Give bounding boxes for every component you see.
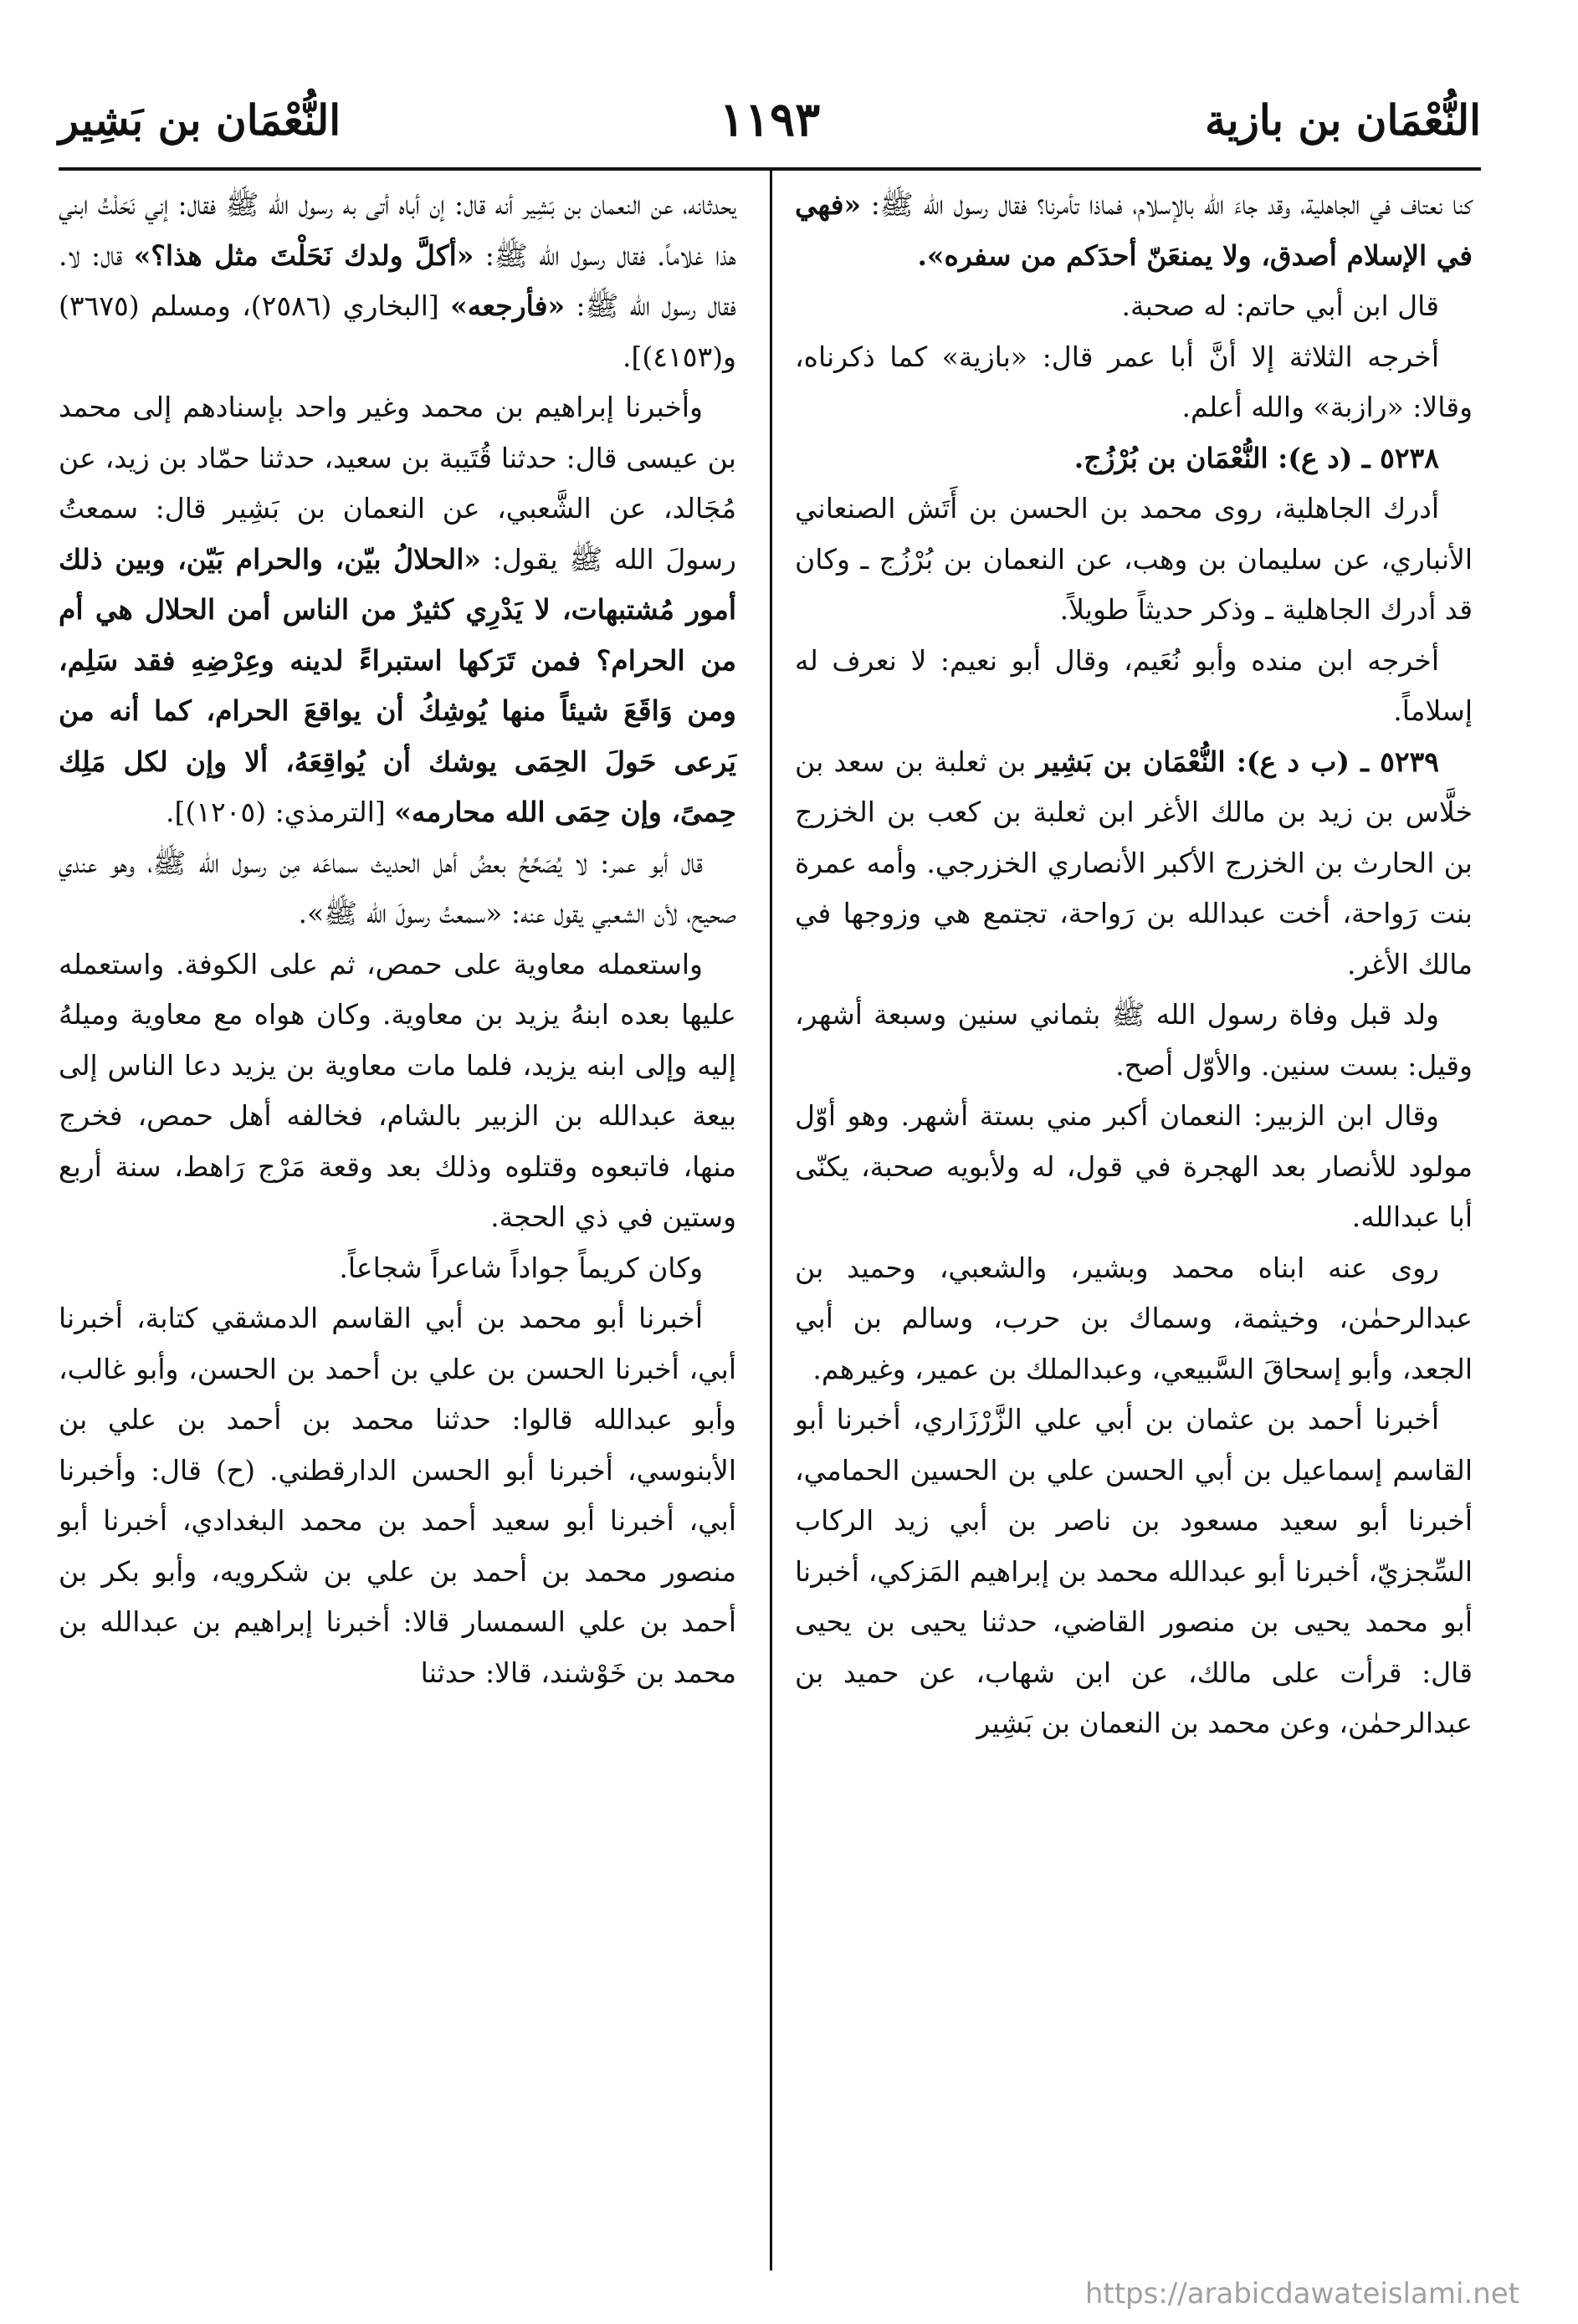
paragraph: وقال ابن الزبير: النعمان أكبر مني بستة أشهر. وهو أوّل مولود للأنصار بعد الهجرة في قول، له ولأبويه صحبة، يكنّى أبا عبدالله. — [795, 1099, 1473, 1233]
entry-5239 — [795, 737, 1473, 991]
text: كنا نعتاف في الجاهلية، وقد جاءَ الله بالإسلام، فماذا تأمرنا؟ فقال رسول الله ﷺ: — [861, 188, 1473, 221]
entry-heading-5238: ٥٢٣٨ ـ (د ع): النُّعْمَان بن بُرْزُج. — [1073, 441, 1439, 474]
hadith-quote: «الحلالُ بيّن، والحرام بَيّن، وبين ذلك أمور مُشتبهات، لا يَدْرِي كثيرٌ من الناس أمن الحلال هي أم من الحرام؟ فمن تَرَكها استبراءً لدينه وعِرْضِهِ فقد سَلِم، ومن وَاقَعَ شيئاً منها يُوشِكُ أن يواقعَ الحرام، كما أنه من يَرعى حَولَ الحِمَى يوشك أن يُواقِعَهُ، ألا وإن لكل مَلِك حِمىً، وإن حِمَى الله محارمه» — [59, 542, 736, 828]
paragraph — [795, 180, 1473, 281]
paragraph: أدرك الجاهلية، روى محمد بن الحسن بن أَتَش الصنعاني الأنباري، عن سليمان بن وهب، عن النعمان بن بُرْزُج ـ وكان قد أدرك الجاهلية ـ وذكر حديثاً طويلاً. — [795, 492, 1473, 626]
watermark-url: https://arabicdawateislami.net — [1084, 2277, 1519, 2311]
running-title-right: النُّعْمَان بن بازية — [1204, 95, 1481, 145]
page-number: ١١٩٣ — [719, 92, 821, 147]
right-column — [795, 180, 1473, 1749]
hadith-quote: «فأرجعه» — [450, 289, 566, 322]
paragraph: ولد قبل وفاة رسول الله ﷺ بثماني سنين وسبعة أشهر، وقيل: بست سنين. والأوّل أصح. — [795, 998, 1473, 1082]
paragraph — [59, 180, 736, 382]
citation: [الترمذي: (١٢٠٥)]. — [166, 796, 395, 828]
paragraph: قال ابن أبي حاتم: له صحبة. — [1121, 289, 1439, 322]
paragraph: واستعمله معاوية على حمص، ثم على الكوفة. واستعمله عليها بعده ابنهُ يزيد بن معاوية. وكان هواه مع معاوية وميلهُ إليه وإلى ابنه يزيد، فلما مات معاوية بن يزيد دعا الناس إلى بيعة عبدالله بن الزبير بالشام، فخالفه أهل حمص، فخرج منها، فاتبعوه وقتلوه وذلك بعد وقعة مَرْج رَاهط، سنة أربع وستين في ذي الحجة. — [59, 947, 736, 1233]
column-divider — [770, 171, 772, 2270]
paragraph: وكان كريماً جواداً شاعراً شجاعاً. — [339, 1251, 703, 1284]
paragraph: قال أبو عمر: لا يُصَحِّحُ بعضُ أهل الحديث سماعَه مِن رسول الله ﷺ، وهو عندي صحيح، لأن الشعبي يقول عنه: «سمعتُ رسولَ الله ﷺ». — [59, 846, 736, 929]
hadith-quote: «فهي في الإسلام أصدق، ولا يمنعَنّ أحدَكم من سفره». — [795, 188, 1473, 272]
paragraph: أخبرنا أبو محمد بن أبي القاسم الدمشقي كتابة، أخبرنا أبي، أخبرنا الحسن بن علي بن أحمد بن الحسن، وأبو غالب، وأبو عبدالله قالوا: حدثنا محمد بن أحمد بن علي بن الأبنوسي، أخبرنا أبو الحسن الدارقطني. (ح) قال: وأخبرنا أبي، أخبرنا أبو سعيد أحمد بن محمد البغدادي، أخبرنا أبو منصور محمد بن أحمد بن علي بن شكرويه، وأبو بكر بن أحمد بن علي السمسار قالا: أخبرنا إبراهيم بن عبدالله بن محمد بن خَوْشند، قالا: حدثنا — [59, 1302, 736, 1689]
page-header — [59, 84, 1481, 159]
hadith-quote: «أكلَّ ولدك نَحَلْتَ مثل هذا؟» — [133, 238, 474, 272]
paragraph: أخرجه الثلاثة إلا أنَّ أبا عمر قال: «بازية» كما ذكرناه، وقالا: «رازبة» والله أعلم. — [795, 340, 1473, 423]
text: يحدثانه، عن النعمان بن بَشِير أنه قال: إن أباه أتى به رسول الله ﷺ فقال: إني نَحَلْتُ ابني هذا غلاماً. فقال رسول الله ﷺ: — [59, 188, 736, 272]
running-title-left: النُّعْمَان بن بَشِير — [59, 95, 341, 145]
text: قال: لا. فقال رسول الله ﷺ: — [59, 238, 736, 322]
paragraph — [59, 382, 736, 838]
citation: [البخاري (٢٥٨٦)، ومسلم (٣٦٧٥) و(٤١٥٣)]. — [59, 289, 736, 373]
paragraph: أخرجه ابن منده وأبو نُعَيم، وقال أبو نعيم: لا نعرف له إسلاماً. — [795, 643, 1473, 727]
paragraph: أخبرنا أحمد بن عثمان بن أبي علي الزَّرْزَاري، أخبرنا أبو القاسم إسماعيل بن أبي الحسن علي بن الحسين الحمامي، أخبرنا أبو سعيد مسعود بن ناصر بن أبي زيد الركاب السِّجزيّ، أخبرنا أبو عبدالله محمد بن إبراهيم المَزكي، أخبرنا أبو محمد يحيى بن منصور القاضي، حدثنا يحيى بن يحيى قال: قرأت على مالك، عن ابن شهاب، عن حميد بن عبدالرحمٰن، وعن محمد بن النعمان بن بَشِير — [795, 1403, 1473, 1739]
text: وأخبرنا إبراهيم بن محمد وغير واحد بإسنادهم إلى محمد بن عيسى قال: حدثنا قُتَيبة بن سعيد، حدثنا حمّاد بن زيد، عن مُجَالد، عن الشَّعبي، عن النعمان بن بَشِير قال: سمعتُ رسولَ الله ﷺ يقول: — [59, 391, 736, 576]
entry-heading-5239: ٥٢٣٩ ـ (ب د ع): النُّعْمَان بن بَشِير — [1036, 745, 1440, 778]
paragraph: روى عنه ابناه محمد وبشير، والشعبي، وحميد بن عبدالرحمٰن، وخيثمة، وسماك بن حرب، وسالم بن أبي الجعد، وأبو إسحاقَ السَّبيعي، وعبدالملك بن عمير، وغيرهم. — [795, 1251, 1473, 1385]
text: بن ثعلبة بن سعد بن خلَّاس بن زيد بن مالك الأغر ابن ثعلبة بن كعب بن الخزرج بن الحارث بن الخزرج الأكبر الأنصاري الخزرجي. وأمه عمرة بنت رَواحة، أخت عبدالله بن رَواحة، تجتمع هي وزوجها في مالك الأغر. — [795, 745, 1473, 980]
left-column — [59, 180, 736, 1698]
